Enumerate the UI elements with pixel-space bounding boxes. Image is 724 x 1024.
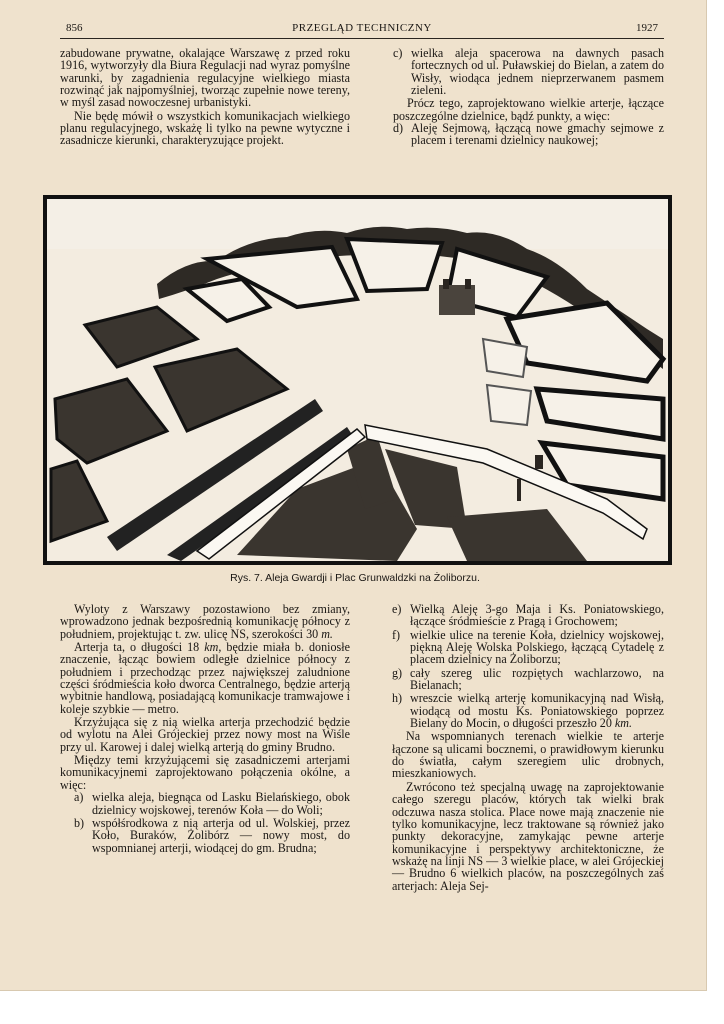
list-item (60, 791, 350, 816)
figure-image (47, 199, 668, 561)
list-label: f) (392, 627, 401, 642)
paragraph: Na wspomnianych terenach wielkie te arterje łączone są ulicami bocznemi, o prawidłowym kierunku do światła, całym szeregiem ulic drobnych, mieszkaniowych. (392, 729, 664, 781)
list-text: Wielką Aleję 3-go Maja i Ks. Poniatowskiego, łączące śródmieście z Pragą i Grochowem; (410, 602, 664, 629)
paragraph-text: będzie miała b. doniosłe znaczenie, łącząc bowiem odległe dzielnice północy z południem i przechodząc przez największej zaludnione części śródmieścia koło dworca Centralnego, będzie arterją wybitnie handlową, posiadającą komunikacje tramwajowe i koleje szybkie — metro. (60, 640, 350, 716)
page-number: 856 (66, 22, 83, 34)
paragraph: Krzyżująca się z nią wielka arterja przechodzić będzie od wylotu na Alei Grójeckiej przez nowy most na Wiśle przy ul. Karowej i dalej wielką arterją do gminy Brudno. (60, 715, 350, 754)
list-text: cały szereg ulic rozpiętych wachlarzowo, na Bielanach; (410, 665, 664, 693)
unit: km, (204, 640, 222, 655)
list-text: wielka aleja, biegnąca od Lasku Bielańskiego, obok dzielnicy wojskowej, terenów Koła — do Woli; (92, 790, 350, 817)
figure-caption: Rys. 7. Aleja Gwardji i Plac Grunwaldzki na Żoliborzu. (230, 572, 480, 584)
unit: m. (321, 626, 333, 641)
paragraph-text: Arterja ta, o długości 18 (74, 640, 205, 655)
list-text (410, 692, 664, 729)
journal-title: PRZEGLĄD TECHNICZNY (292, 22, 432, 34)
paragraph: Zwrócono też specjalną uwagę na zaprojektowanie całego szeregu placów, których tak wielki brak odczuwa nasza stolica. Place nowe mają znaczenie nie tylko komunikacyjne, lecz traktowane są również jako punkty dekoracyjne, zamykając pewne arterje komunikacyjne i perspektywy architektoniczne, że wskażę na linji NS — 3 wielkie place, w alei Grójeckiej — Brudno 6 wielkich placów, na poszczególnych zaś arterjach: Aleja Sej- (392, 779, 664, 893)
paragraph: Prócz tego, zaprojektowano wielkie arterje, łączące poszczególne dzielnice, bądź punkty, a więc: (393, 96, 664, 123)
paragraph-text: Wyloty z Warszawy pozostawiono bez zmiany, wprowadzono jednak bezpośrednią komunikację północy z południem, projektując t. zw. ulicę NS, szerokości 30 (60, 602, 350, 641)
list-text: wielka aleja spacerowa na dawnych pasach fortecznych od ul. Puławskiej do Bielan, a zatem do Wisły, wiodąca jednem nieprzerwanem pasmem zieleni. (411, 46, 664, 98)
text-column-bottom-left (60, 603, 350, 855)
list-label: b) (74, 815, 85, 830)
paragraph: Między temi krzyżującemi się zasadniczemi arterjami komunikacyjnemi zaprojektowano połączenia okólne, a więc: (60, 753, 350, 792)
list-item (392, 603, 664, 628)
list-item (392, 629, 664, 666)
running-header (60, 22, 664, 39)
list-text: współśrodkowa z nią arterja od ul. Wolskiej, przez Koło, Buraków, Żolibórz — nowy most, do wspomnianej arterji, wiodącej do gm. Brudna; (92, 815, 350, 855)
list-item (392, 692, 664, 729)
list-text: Aleję Sejmową, łączącą nowe gmachy sejmowe z placem i terenami dzielnicy naukowej; (411, 121, 664, 148)
list-label: h) (392, 691, 403, 706)
list-item (392, 667, 664, 692)
list-item (393, 47, 664, 96)
list-text: wielkie ulice na terenie Koła, dzielnicy wojskowej, piękną Aleję Wolska Polskiego, łączącą Cytadelę z placem dzielnicy na Żoliborzu; (410, 627, 664, 667)
year: 1927 (636, 22, 658, 34)
paragraph (60, 641, 350, 715)
text-column-bottom-right (392, 603, 664, 892)
list-item (60, 817, 350, 854)
paragraph: Nie będę mówił o wszystkich komunikacjach wielkiego planu regulacyjnego, wskażę li tylko na pewne wytyczne i zasadnicze kierunki, charakteryzujące projekt. (60, 108, 350, 148)
list-text-part: wreszcie wielką arterję komunikacyjną nad Wisłą, wiodącą od mostu Ks. Poniatowskiego poprzez Bielany do Mocin, o długości przeszło 20 (410, 691, 664, 731)
figure-urban-plan-illustration (43, 195, 672, 565)
list-label: a) (74, 790, 84, 805)
text-column-top-right (393, 47, 664, 148)
paragraph (60, 603, 350, 640)
list-label: g) (392, 665, 403, 680)
text-column-top-left (60, 47, 350, 147)
unit: km. (614, 716, 633, 731)
aerial-plan-drawing (47, 199, 668, 561)
paragraph: zabudowane prywatne, okalające Warszawę z przed roku 1916, wytworzyły dla Biura Regulacji nad wyraz pomyślne warunki, by zagadnienia regulacyjne wielkiego miasta rozwinąć jak najpomyślniej, tworząc zupełnie nowe tereny, w myśl zasad nowoczesnej urbanistyki. (60, 46, 350, 110)
list-label: c) (393, 46, 403, 60)
list-label: d) (393, 121, 404, 136)
list-item (393, 122, 664, 147)
list-label: e) (392, 602, 402, 616)
